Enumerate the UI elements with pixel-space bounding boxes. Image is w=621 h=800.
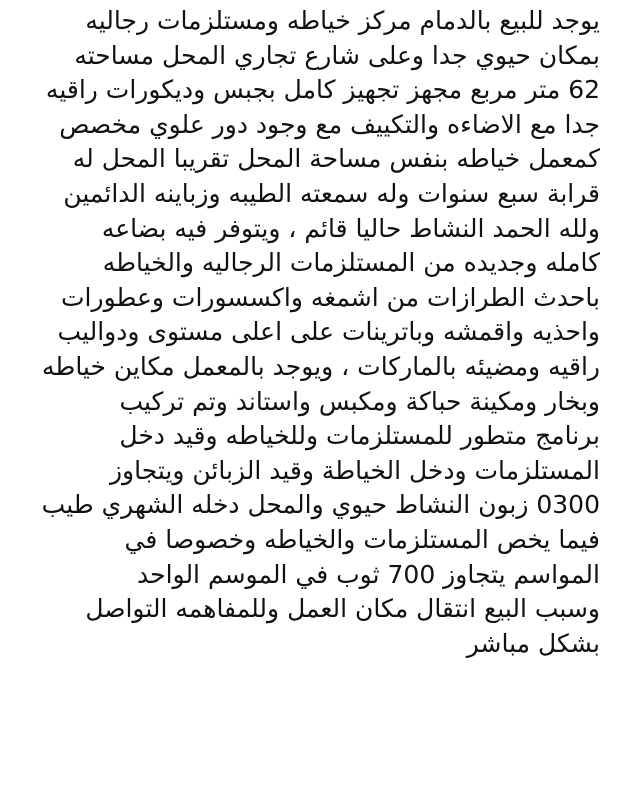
post-line: فيما يخص المستلزمات والخياطه وخصوصا في xyxy=(124,524,600,554)
post-line: كامله وجديده من المستلزمات الرجاليه والخياطه xyxy=(102,248,600,278)
post-line: يوجد للبيع بالدمام مركز خياطه ومستلزمات رجاليه xyxy=(85,6,600,35)
post-line: 0300 زبون النشاط حيوي والمحل دخله الشهري طيب xyxy=(41,490,600,520)
post-line: وبخار ومكينة حباكة ومكبس واستاند وتم تركيب xyxy=(119,386,600,416)
post-line: بمكان حيوي جدا وعلى شارع تجاري المحل مساحته xyxy=(74,40,600,70)
post-line: 62 متر مربع مجهز تجهيز كامل بجبس وديكورات راقيه xyxy=(45,75,600,105)
post-line: قرابة سبع سنوات وله سمعته الطيبه وزباينه الدائمين xyxy=(63,178,600,208)
post-line: كمعمل خياطه بنفس مساحة المحل تقريبا المحل له xyxy=(72,144,600,174)
post-line: جدا مع الاضاءه والتكييف مع وجود دور علوي مخصص xyxy=(59,109,600,139)
post-line: واحذيه واقمشه وباترينات على اعلى مستوى ودواليب xyxy=(57,317,600,347)
post-line: وسبب البيع انتقال مكان العمل وللمفاهمه التواصل xyxy=(85,594,600,624)
post-line: راقيه ومضيئه بالماركات ، ويوجد بالمعمل مكاين خياطه xyxy=(42,351,600,381)
post-line: برنامج متطور للمستلزمات وللخياطه وقيد دخل xyxy=(119,421,600,451)
post-line: ولله الحمد النشاط حاليا قائم ، ويتوفر فيه بضاعه xyxy=(101,213,600,243)
post-line: باحدث الطرازات من اشمغه واكسسورات وعطورات xyxy=(61,282,600,312)
post-text xyxy=(14,4,600,661)
post-line: بشكل مباشر xyxy=(466,628,600,658)
post-line: المستلزمات ودخل الخياطة وقيد الزبائن ويتجاوز xyxy=(109,455,600,485)
post-line: المواسم يتجاوز 700 ثوب في الموسم الواحد xyxy=(137,559,600,589)
